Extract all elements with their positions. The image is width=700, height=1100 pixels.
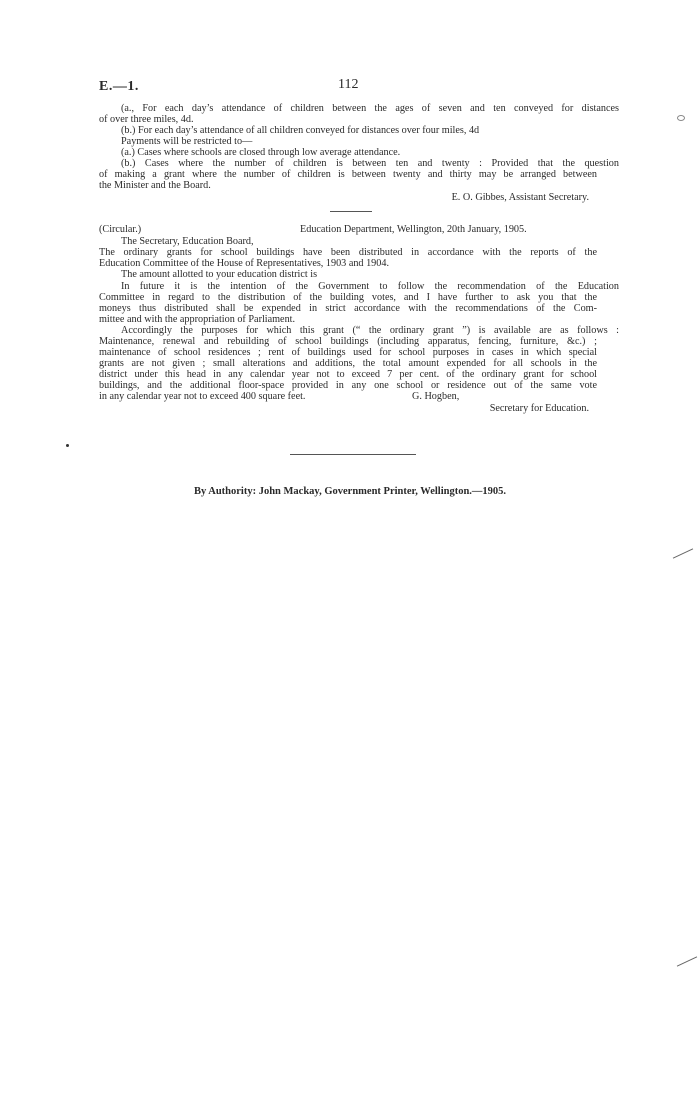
amount-line: The amount allotted to your education district is bbox=[121, 269, 318, 280]
signature-hogben-name: G. Hogben, bbox=[412, 391, 460, 402]
para-a-line-2: of over three miles, 4d. bbox=[99, 114, 194, 125]
body-para1-line-1: The ordinary grants for school buildings have been distributed in accordance with the reports of the bbox=[99, 247, 597, 258]
signature-hogben-title: Secretary for Education. bbox=[489, 403, 589, 414]
circular-dateline: Education Department, Wellington, 20th January, 1905. bbox=[300, 224, 527, 235]
scan-mark bbox=[673, 548, 693, 558]
body-para3-line-7: in any calendar year not to exceed 400 square feet. bbox=[99, 391, 306, 402]
page-number: 112 bbox=[338, 77, 359, 92]
signature-gibbes: E. O. Gibbes, Assistant Secretary. bbox=[451, 192, 589, 203]
case-b-line-2: of making a grant where the number of children is between twenty and thirty may be arranged between bbox=[99, 169, 597, 180]
body-para2-line-3: moneys thus distributed shall be expended in strict accordance with the recommendations of the Com- bbox=[99, 303, 597, 314]
body-para2-line-4: mittee and with the appropriation of Parliament. bbox=[99, 314, 296, 325]
addressee: The Secretary, Education Board, bbox=[121, 236, 254, 247]
body-para2-line-2: Committee in regard to the distribution of the building votes, and I have further to ask you that the bbox=[99, 292, 597, 303]
section-divider bbox=[330, 211, 372, 212]
scan-dot bbox=[66, 444, 69, 447]
body-para3-line-4: grants are not given ; small alterations and additions, the total amount expended for all schools in the bbox=[99, 358, 597, 369]
body-para1-line-2: Education Committee of the House of Representatives, 1903 and 1904. bbox=[99, 258, 389, 269]
body-para3-line-1: Accordingly the purposes for which this grant (“ the ordinary grant ”) is available are as follows : bbox=[121, 325, 619, 336]
scan-mark bbox=[677, 956, 697, 966]
para-a-line-1: (a., For each day’s attendance of children between the ages of seven and ten conveyed for distances bbox=[121, 103, 619, 114]
para-b: (b.) For each day’s attendance of all children conveyed for distances over four miles, 4d bbox=[121, 125, 480, 136]
imprint-rule bbox=[290, 454, 416, 455]
case-b-line-3: the Minister and the Board. bbox=[99, 180, 211, 191]
case-b-line-1: (b.) Cases where the number of children is between ten and twenty : Provided that the question bbox=[121, 158, 619, 169]
circular-label: (Circular.) bbox=[99, 224, 142, 235]
scan-mark bbox=[677, 115, 685, 121]
body-para2-line-1: In future it is the intention of the Government to follow the recommendation of the Education bbox=[121, 281, 619, 292]
printer-imprint: By Authority: John Mackay, Government Printer, Wellington.—1905. bbox=[193, 486, 507, 497]
payments-line: Payments will be restricted to— bbox=[121, 136, 253, 147]
body-para3-line-6: buildings, and the additional floor-space provided in any one school or residence out of the same vote bbox=[99, 380, 597, 391]
case-a: (a.) Cases where schools are closed through low average attendance. bbox=[121, 147, 401, 158]
body-para3-line-2: Maintenance, renewal and rebuilding of school buildings (including apparatus, fencing, furniture, &c.) ; bbox=[99, 336, 597, 347]
document-code: E.—1. bbox=[99, 79, 139, 94]
body-para3-line-5: district under this head in any calendar year not to exceed 7 per cent. of the ordinary grant for school bbox=[99, 369, 597, 380]
body-para3-line-3: maintenance of school residences ; rent of buildings used for school purposes in cases in which special bbox=[99, 347, 597, 358]
